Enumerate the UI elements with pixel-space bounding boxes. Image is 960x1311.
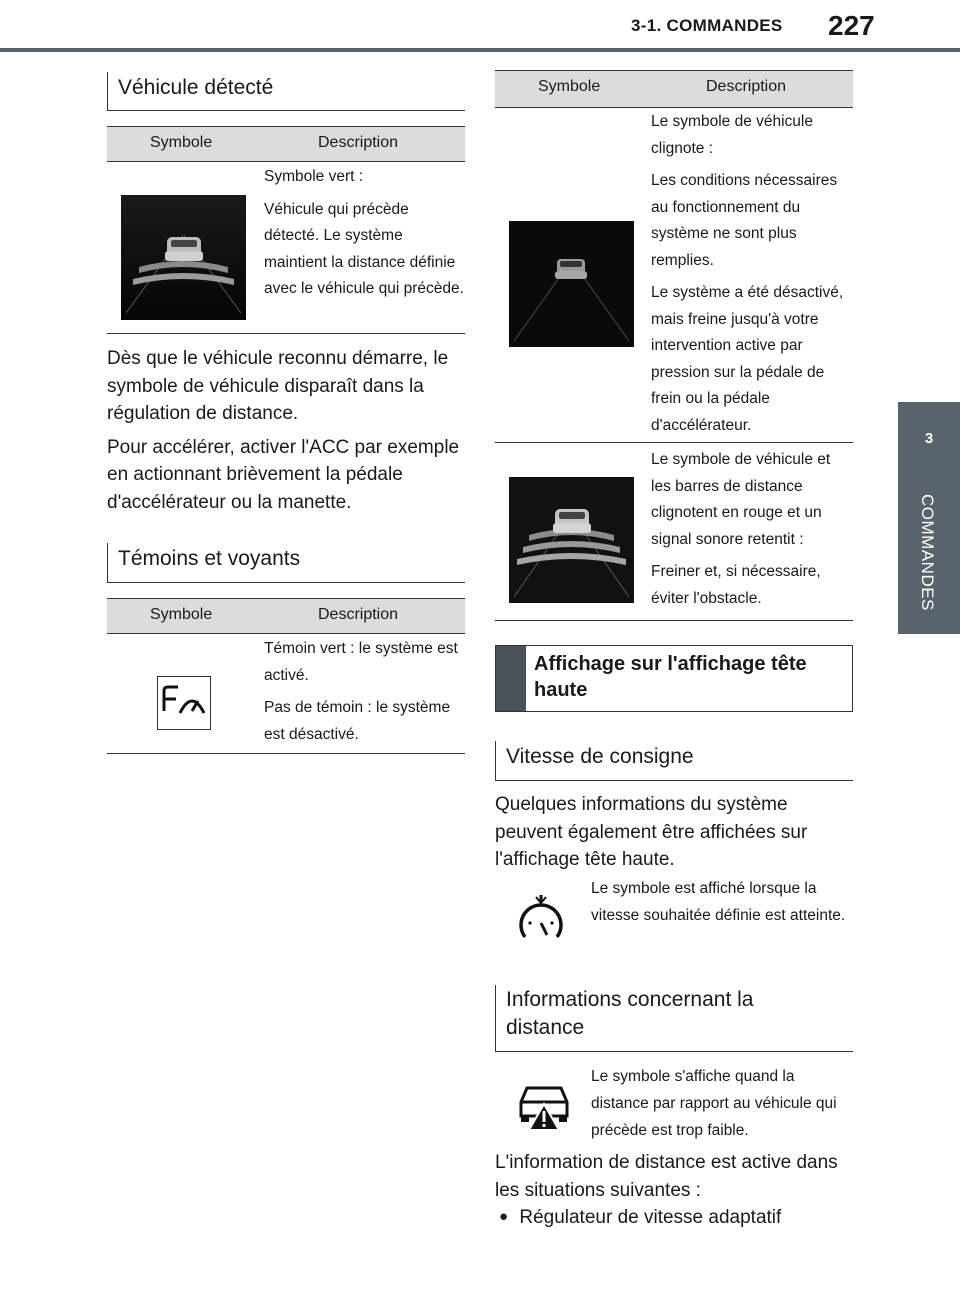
right-row2-description — [651, 447, 851, 618]
bullet-item — [499, 1207, 849, 1229]
distance-icon-text: Le symbole s'affiche quand la distance par rapport au véhicule qui précède est trop faible. — [591, 1068, 837, 1139]
heading-indicators — [107, 543, 465, 583]
header-section-title: 3-1. COMMANDES — [631, 16, 783, 35]
heading-set-speed-text: Vitesse de consigne — [506, 745, 694, 768]
chapter-number: 3 — [924, 430, 934, 447]
heading-accent-bar — [496, 646, 526, 711]
col-description: Description — [706, 78, 787, 95]
heading-vehicle-detected — [107, 72, 465, 111]
acc-indicator-icon — [157, 676, 211, 730]
vehicle-ahead-green-display — [121, 195, 246, 320]
vehicle-red-bars-display — [509, 477, 634, 603]
description-line: Le système a été désactivé, mais freine jusqu'à votre intervention active par pression sur la pédale de frein ou la pédale d'accélérateur. — [651, 284, 844, 434]
col-description: Description — [318, 606, 399, 623]
table-header-right — [495, 70, 853, 108]
bullet-dot: ● — [499, 1208, 509, 1225]
left-paragraphs — [107, 345, 465, 522]
vehicle-blinking-display — [509, 221, 634, 347]
heading-distance-info-text: Informations concernant la distance — [506, 988, 754, 1039]
description-line: Le symbole de véhicule clignote : — [651, 113, 813, 157]
chapter-label: COMMANDES — [918, 494, 937, 611]
set-speed-paragraph: Quelques informations du système peuvent également être affichées sur l'affichage tête haute. — [495, 794, 808, 870]
hud-heading: Affichage sur l'affichage tête haute — [534, 653, 807, 701]
table-row-divider — [107, 333, 465, 334]
heading-vehicle-detected-text: Véhicule détecté — [118, 76, 274, 99]
table-header-indicators — [107, 598, 465, 634]
vehicle-detected-description — [264, 164, 464, 309]
description-line: Les conditions nécessaires au fonctionnement du système ne sont plus remplies. — [651, 172, 838, 269]
paragraph: Dès que le véhicule reconnu démarre, le symbole de véhicule disparaît dans la régulation de distance. — [107, 348, 449, 424]
col-symbol: Symbole — [150, 606, 213, 623]
distance-warning-icon — [515, 1080, 573, 1132]
table-header-vehicle-detected — [107, 126, 465, 162]
distance-paragraph: L'information de distance est active dans les situations suivantes : — [495, 1152, 838, 1201]
description-line: Témoin vert : le système est activé. — [264, 640, 458, 684]
speedometer-icon — [517, 893, 565, 945]
bullet-text: Régulateur de vitesse adaptatif — [519, 1207, 782, 1228]
table-row-divider — [495, 620, 853, 621]
heading-indicators-text: Témoins et voyants — [118, 547, 301, 570]
heading-set-speed — [495, 741, 853, 781]
description-line: Véhicule qui précède détecté. Le système maintient la distance définie avec le véhicule qui précède. — [264, 200, 464, 297]
description-line: Symbole vert : — [264, 168, 364, 185]
table-row-divider — [107, 753, 465, 754]
table-row-divider — [495, 442, 853, 443]
hud-heading-box — [495, 645, 853, 712]
header-rule — [0, 48, 960, 52]
description-line: Le symbole de véhicule et les barres de distance clignotent en rouge et un signal sonore retentit : — [651, 451, 831, 548]
chapter-side-tab — [898, 402, 960, 634]
indicators-description — [264, 636, 459, 754]
col-symbol: Symbole — [538, 78, 601, 95]
page-number: 227 — [828, 10, 875, 41]
right-row1-description — [651, 109, 851, 445]
paragraph: Pour accélérer, activer l'ACC par exemple en actionnant brièvement la pédale d'accélérateur ou la manette. — [107, 436, 460, 513]
description-line: Freiner et, si nécessaire, éviter l'obstacle. — [651, 563, 821, 607]
set-speed-icon-text: Le symbole est affiché lorsque la vitesse souhaitée définie est atteinte. — [591, 880, 846, 924]
description-line: Pas de témoin : le système est désactivé. — [264, 699, 451, 743]
col-symbol: Symbole — [150, 134, 213, 151]
heading-distance-info — [495, 985, 853, 1052]
col-description: Description — [318, 134, 399, 151]
